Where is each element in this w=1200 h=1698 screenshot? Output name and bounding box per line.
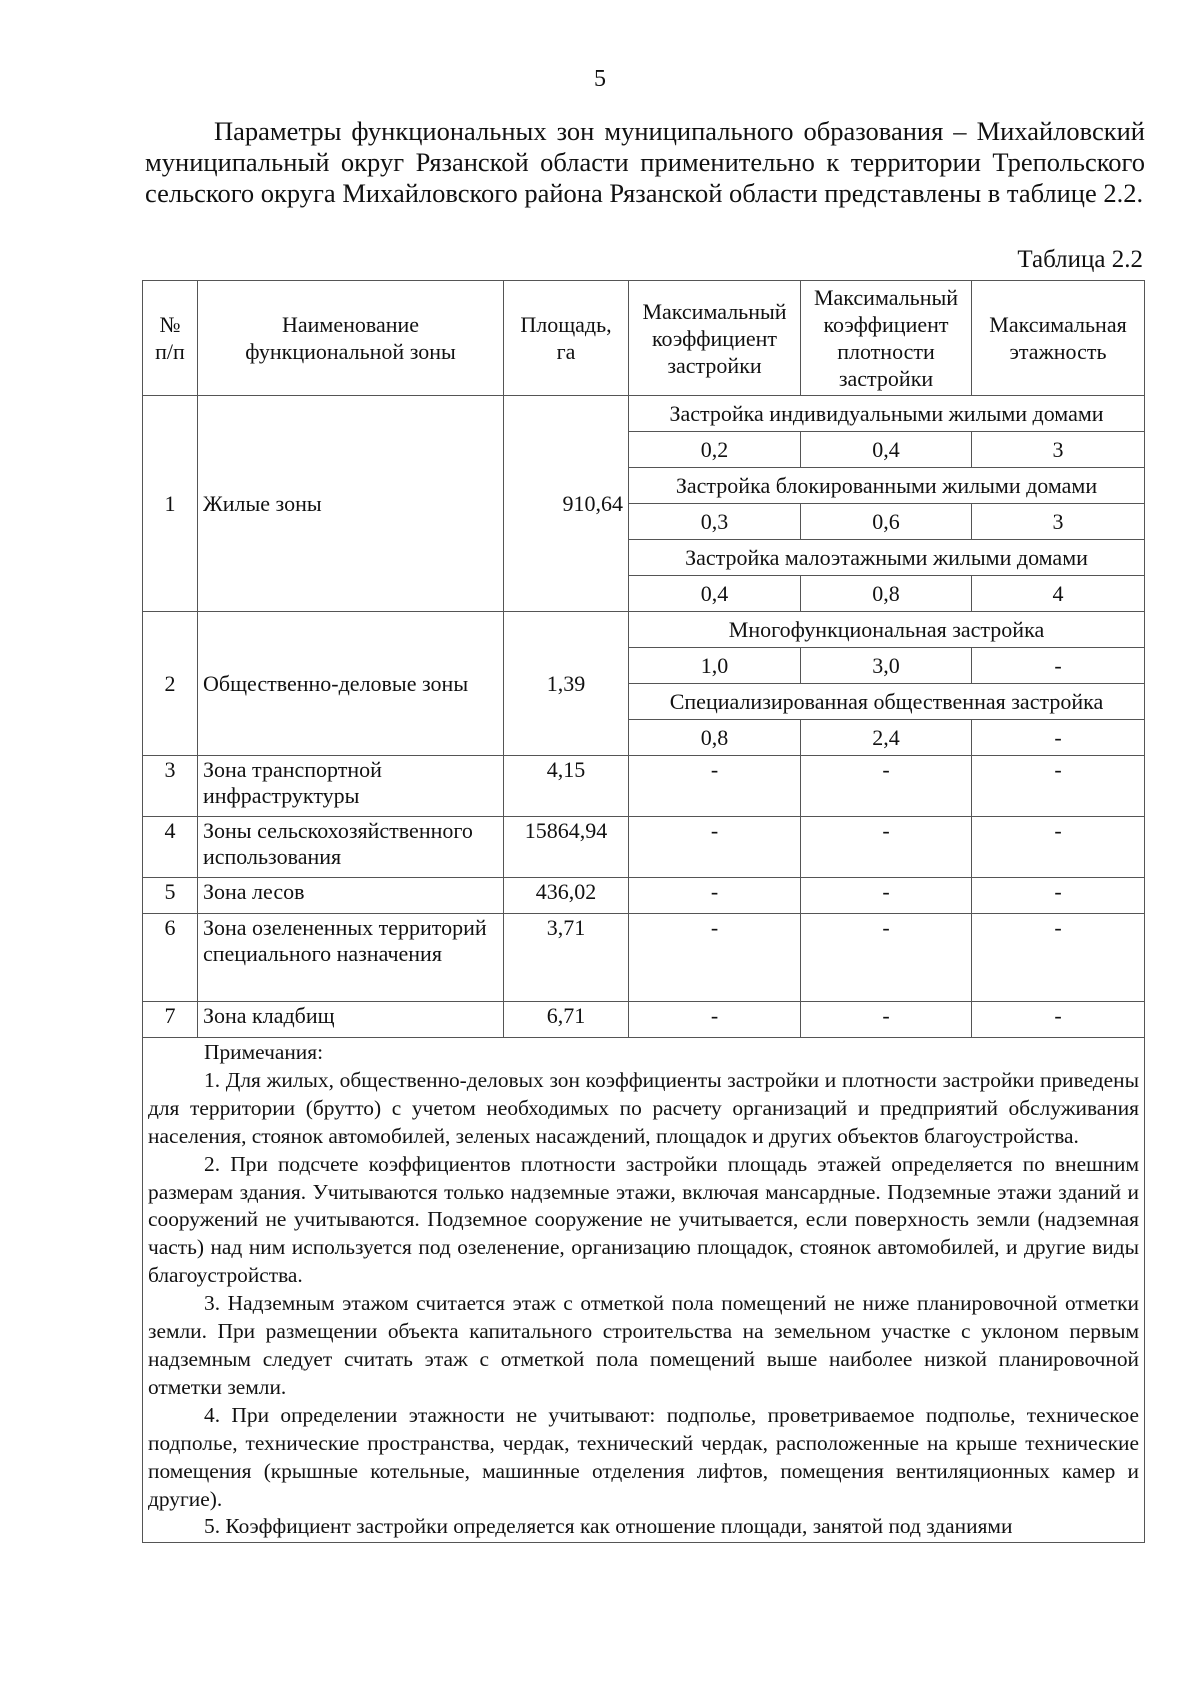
kpz-value: - (801, 878, 972, 914)
kpz-value: - (801, 914, 972, 1002)
table-row (143, 396, 1145, 432)
zone-name: Зона транспортной инфраструктуры (198, 756, 504, 817)
row-num: 4 (143, 817, 198, 878)
header-area: Площадь, га (504, 281, 629, 396)
floors-value: 3 (972, 504, 1145, 540)
kpz-value: 0,8 (801, 576, 972, 612)
floors-value: 4 (972, 576, 1145, 612)
kz-value: 0,8 (629, 720, 801, 756)
zone-area: 3,71 (504, 914, 629, 1002)
table-header-row (143, 281, 1145, 396)
kz-value: - (629, 756, 801, 817)
floors-value: - (972, 756, 1145, 817)
kpz-value: 2,4 (801, 720, 972, 756)
table-row (143, 878, 1145, 914)
subzone-title: Многофункциональная застройка (629, 612, 1145, 648)
zone-name: Зоны сельскохозяйственного использования (198, 817, 504, 878)
row-num: 6 (143, 914, 198, 1002)
table-row (143, 817, 1145, 878)
note-4: 4. При определении этажности не учитывают: подполье, проветриваемое подполье, техническое подполье, технические пространства, чердак, технический чердак, расположенные на крыше технические помещения (крышные котельные, машинные отделения лифтов, помещения вентиляционных камер и другие). (148, 1402, 1139, 1511)
kz-value: 0,4 (629, 576, 801, 612)
kpz-value: 0,6 (801, 504, 972, 540)
floors-value: - (972, 1002, 1145, 1038)
kz-value: 1,0 (629, 648, 801, 684)
table-row (143, 914, 1145, 1002)
kz-value: - (629, 817, 801, 878)
header-kz: Максимальный коэффициент застройки (629, 281, 801, 396)
floors-value: - (972, 720, 1145, 756)
zone-area: 6,71 (504, 1002, 629, 1038)
zone-area: 15864,94 (504, 817, 629, 878)
row-num: 7 (143, 1002, 198, 1038)
kz-value: 0,2 (629, 432, 801, 468)
notes-row (143, 1038, 1145, 1543)
subzone-title: Застройка блокированными жилыми домами (629, 468, 1145, 504)
zones-table (142, 280, 1145, 1543)
header-kpz: Максимальный коэффициент плотности застройки (801, 281, 972, 396)
floors-value: - (972, 878, 1145, 914)
note-5: 5. Коэффициент застройки определяется как отношение площади, занятой под зданиями (204, 1514, 1013, 1539)
zone-area: 910,64 (504, 396, 629, 612)
header-name: Наименование функциональной зоны (198, 281, 504, 396)
note-1: 1. Для жилых, общественно-деловых зон коэффициенты застройки и плотности застройки приведены для территории (брутто) с учетом необходимых по расчету организаций и предприятий обслуживания населения, стоянок автомобилей, зеленых насаждений, площадок и других объектов благоустройства. (148, 1067, 1139, 1148)
kpz-value: 0,4 (801, 432, 972, 468)
kpz-value: - (801, 817, 972, 878)
zone-name: Зона лесов (198, 878, 504, 914)
zone-area: 1,39 (504, 612, 629, 756)
notes-title: Примечания: (204, 1040, 324, 1064)
kz-value: - (629, 1002, 801, 1038)
zone-name: Зона кладбищ (198, 1002, 504, 1038)
floors-value: - (972, 648, 1145, 684)
header-floors: Максимальная этажность (972, 281, 1145, 396)
note-3: 3. Надземным этажом считается этаж с отметкой пола помещений не ниже планировочной отметки земли. При размещении объекта капитального строительства на земельном участке с уклоном первым надземным следует считать этаж с отметкой пола помещений выше наиболее низкой планировочной отметки земли. (148, 1291, 1139, 1399)
row-num: 1 (143, 396, 198, 612)
floors-value: 3 (972, 432, 1145, 468)
kz-value: - (629, 878, 801, 914)
subzone-title: Застройка малоэтажными жилыми домами (629, 540, 1145, 576)
header-num: № п/п (143, 281, 198, 396)
kz-value: 0,3 (629, 504, 801, 540)
kpz-value: - (801, 756, 972, 817)
zone-area: 436,02 (504, 878, 629, 914)
table-row (143, 756, 1145, 817)
zone-name: Зона озелененных территорий специального назначения (198, 914, 504, 1002)
floors-value: - (972, 914, 1145, 1002)
row-num: 5 (143, 878, 198, 914)
row-num: 3 (143, 756, 198, 817)
table-row (143, 612, 1145, 648)
table-row (143, 1002, 1145, 1038)
row-num: 2 (143, 612, 198, 756)
floors-value: - (972, 817, 1145, 878)
page-number: 5 (594, 66, 606, 92)
kpz-value: 3,0 (801, 648, 972, 684)
note-2: 2. При подсчете коэффициентов плотности застройки площадь этажей определяется по внешним размерам здания. Учитываются только надземные этажи, включая мансардные. Подземные этажи зданий и сооружений не учитываются. Подземное сооружение не учитывается, если поверхность земли (надземная часть) над ним используется под озеленение, организацию площадок, стоянок автомобилей, и другие виды благоустройства. (148, 1151, 1139, 1288)
table-caption: Таблица 2.2 (1017, 246, 1143, 273)
intro-paragraph: Параметры функциональных зон муниципального образования – Михайловский муниципальный округ Рязанской области применительно к территории Трепольского сельского округа Михайловского района Рязанской области представлены в таблице 2.2. (145, 116, 1145, 208)
notes-cell (143, 1038, 1145, 1543)
kz-value: - (629, 914, 801, 1002)
kpz-value: - (801, 1002, 972, 1038)
zone-name: Жилые зоны (198, 396, 504, 612)
zone-area: 4,15 (504, 756, 629, 817)
subzone-title: Специализированная общественная застройка (629, 684, 1145, 720)
zone-name: Общественно-деловые зоны (198, 612, 504, 756)
subzone-title: Застройка индивидуальными жилыми домами (629, 396, 1145, 432)
